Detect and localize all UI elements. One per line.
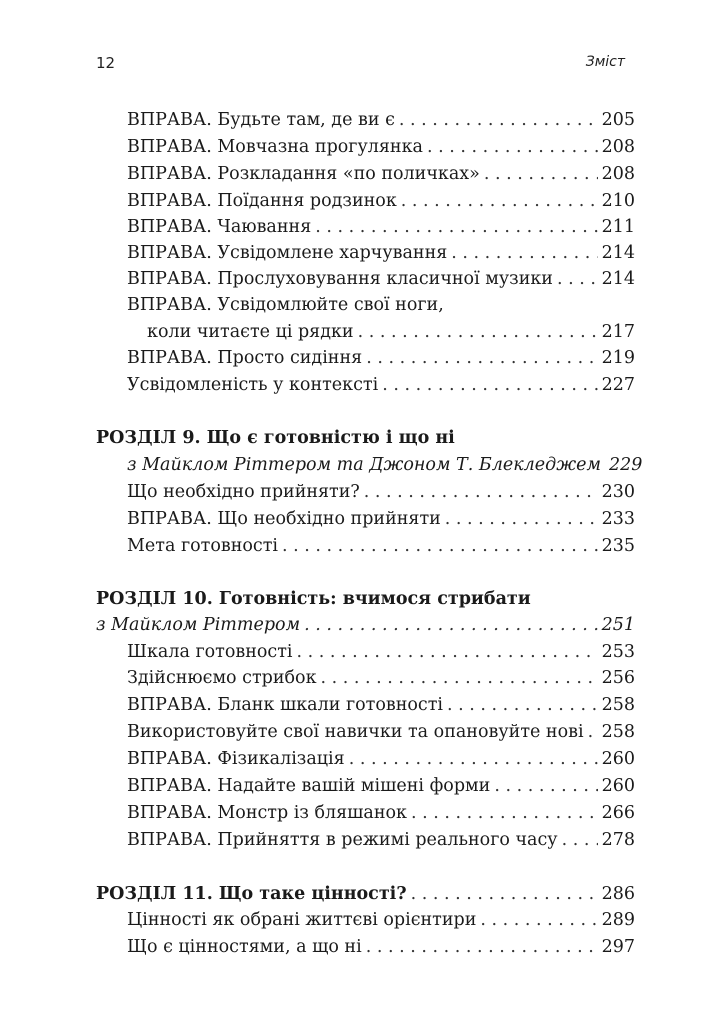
toc-entry (0, 478, 721, 506)
toc-entry-title: ВПРАВА. Бланк шкали готовності (127, 695, 443, 715)
toc-leader-dots (358, 318, 598, 346)
toc-leader-dots (411, 799, 598, 827)
toc-leader-dots (401, 187, 598, 215)
toc-entry-title: Усвідомленість у контексті (127, 375, 379, 395)
toc-entry-title: з Майклом Ріттером та Джоном Т. Блекледжем (127, 455, 601, 475)
chapter-title: РОЗДІЛ 9. Що є готовністю і що ні (96, 428, 455, 448)
toc-leader-dots (562, 826, 598, 854)
toc-entry-title: ВПРАВА. Надайте вашій мішені форми (127, 776, 491, 796)
toc-entry-page: 258 (601, 722, 635, 742)
toc-entry-page: 208 (601, 164, 635, 184)
toc-entry (0, 505, 721, 533)
toc-entry-page: 210 (601, 191, 635, 211)
page-number: 12 (96, 54, 116, 72)
toc-leader-dots (315, 213, 597, 241)
toc-entry-title: коли читаєте ці рядки (147, 322, 354, 342)
toc-leader-dots (557, 265, 598, 293)
toc-leader-dots (447, 691, 598, 719)
toc-leader-dots (484, 160, 598, 188)
toc-leader-dots (366, 344, 597, 372)
toc-entry-title: з Майклом Ріттером (96, 615, 301, 635)
toc-entry-title: ВПРАВА. Прослуховування класичної музики (127, 269, 553, 289)
toc-entry (0, 826, 721, 854)
toc-entry-title: Що є цінностями, а що ні (127, 937, 362, 957)
toc-entry-title: Мета готовності (127, 536, 279, 556)
toc-entry (0, 318, 721, 346)
toc-entry (0, 718, 721, 746)
toc-leader-dots (445, 505, 598, 533)
toc-entry-page: 205 (601, 110, 635, 130)
toc-entry (0, 611, 721, 639)
toc-entry-page: 235 (601, 536, 635, 556)
toc-leader-dots (588, 718, 598, 746)
chapter-heading (0, 880, 721, 908)
toc-entry-page: 230 (601, 482, 635, 502)
toc-entry-page: 208 (601, 137, 635, 157)
toc-entry-page: 217 (601, 322, 635, 342)
toc-leader-dots (411, 880, 598, 908)
toc-entry (0, 933, 721, 961)
toc-entry-page: 297 (601, 937, 635, 957)
toc-leader-dots (451, 239, 597, 267)
toc-entry-title: ВПРАВА. Чаювання (127, 217, 312, 237)
toc-entry (0, 344, 721, 372)
toc-entry-title: ВПРАВА. Усвідомлене харчування (127, 243, 448, 263)
toc-entry-page: 229 (609, 455, 643, 475)
chapter-heading (0, 585, 721, 613)
toc-leader-dots (480, 906, 597, 934)
toc-entry (0, 160, 721, 188)
toc-entry (0, 106, 721, 134)
toc-entry-title: ВПРАВА. Усвідомлюйте свої ноги, (127, 295, 444, 315)
toc-entry (0, 371, 721, 399)
toc-entry (0, 291, 721, 319)
toc-leader-dots (366, 933, 598, 961)
toc-leader-dots (427, 133, 598, 161)
toc-leader-dots (399, 106, 598, 134)
toc-entry (0, 532, 721, 560)
toc-entry-title: Цінності як обрані життєві орієнтири (127, 910, 477, 930)
toc-entry-page: 227 (601, 375, 635, 395)
toc-entry-title: ВПРАВА. Прийняття в режимі реального часу (127, 830, 558, 850)
chapter-title: РОЗДІЛ 11. Що таке цінності? (96, 884, 407, 904)
toc-entry-title: ВПРАВА. Монстр із бляшанок (127, 803, 407, 823)
toc-leader-dots (382, 371, 597, 399)
toc-leader-dots (304, 611, 597, 639)
toc-entry-title: ВПРАВА. Будьте там, де ви є (127, 110, 395, 130)
toc-entry-page: 256 (601, 668, 635, 688)
toc-entry-page: 260 (601, 776, 635, 796)
toc-entry (0, 239, 721, 267)
toc-entry-page: 233 (601, 509, 635, 529)
toc-entry-title: ВПРАВА. Що необхідно прийняти (127, 509, 441, 529)
toc-entry-page: 258 (601, 695, 635, 715)
toc-leader-dots (321, 664, 598, 692)
toc-entry (0, 133, 721, 161)
toc-entry (0, 265, 721, 293)
toc-entry-page: 214 (601, 243, 635, 263)
toc-entry (0, 799, 721, 827)
toc-entry-title: Шкала готовності (127, 642, 293, 662)
toc-entry-title: ВПРАВА. Розкладання «по поличках» (127, 164, 480, 184)
toc-entry-page: 211 (601, 217, 635, 237)
toc-entry-page: 289 (601, 910, 635, 930)
toc-leader-dots (297, 638, 598, 666)
toc-entry-title: ВПРАВА. Фізикалізація (127, 749, 345, 769)
toc-entry-title: ВПРАВА. Мовчазна прогулянка (127, 137, 423, 157)
toc-entry-title: ВПРАВА. Поїдання родзинок (127, 191, 397, 211)
toc-entry-title: Здійснюємо стрибок (127, 668, 317, 688)
toc-entry (0, 772, 721, 800)
chapter-heading (0, 424, 721, 452)
toc-entry-page: 253 (601, 642, 635, 662)
toc-entry-page: 266 (601, 803, 635, 823)
running-header: Зміст (585, 54, 625, 70)
toc-entry (0, 213, 721, 241)
toc-entry-page: 251 (601, 615, 635, 635)
toc-entry-page: 219 (601, 348, 635, 368)
toc-leader-dots (494, 772, 597, 800)
toc-entry (0, 638, 721, 666)
toc-entry-page: 286 (601, 884, 635, 904)
toc-entry (0, 187, 721, 215)
toc-leader-dots (282, 532, 598, 560)
chapter-title: РОЗДІЛ 10. Готовність: вчимося стрибати (96, 589, 531, 609)
toc-entry (0, 906, 721, 934)
toc-entry-page: 278 (601, 830, 635, 850)
toc-leader-dots (349, 745, 598, 773)
toc-leader-dots (364, 478, 598, 506)
toc-entry-title: Використовуйте свої навички та опановуйте нові (127, 722, 584, 742)
toc-entry-title: ВПРАВА. Просто сидіння (127, 348, 363, 368)
toc-entry (0, 451, 721, 479)
toc-entry-page: 214 (601, 269, 635, 289)
toc-entry (0, 745, 721, 773)
toc-entry (0, 691, 721, 719)
toc-entry-title: Що необхідно прийняти? (127, 482, 360, 502)
toc-entry-page: 260 (601, 749, 635, 769)
toc-entry (0, 664, 721, 692)
